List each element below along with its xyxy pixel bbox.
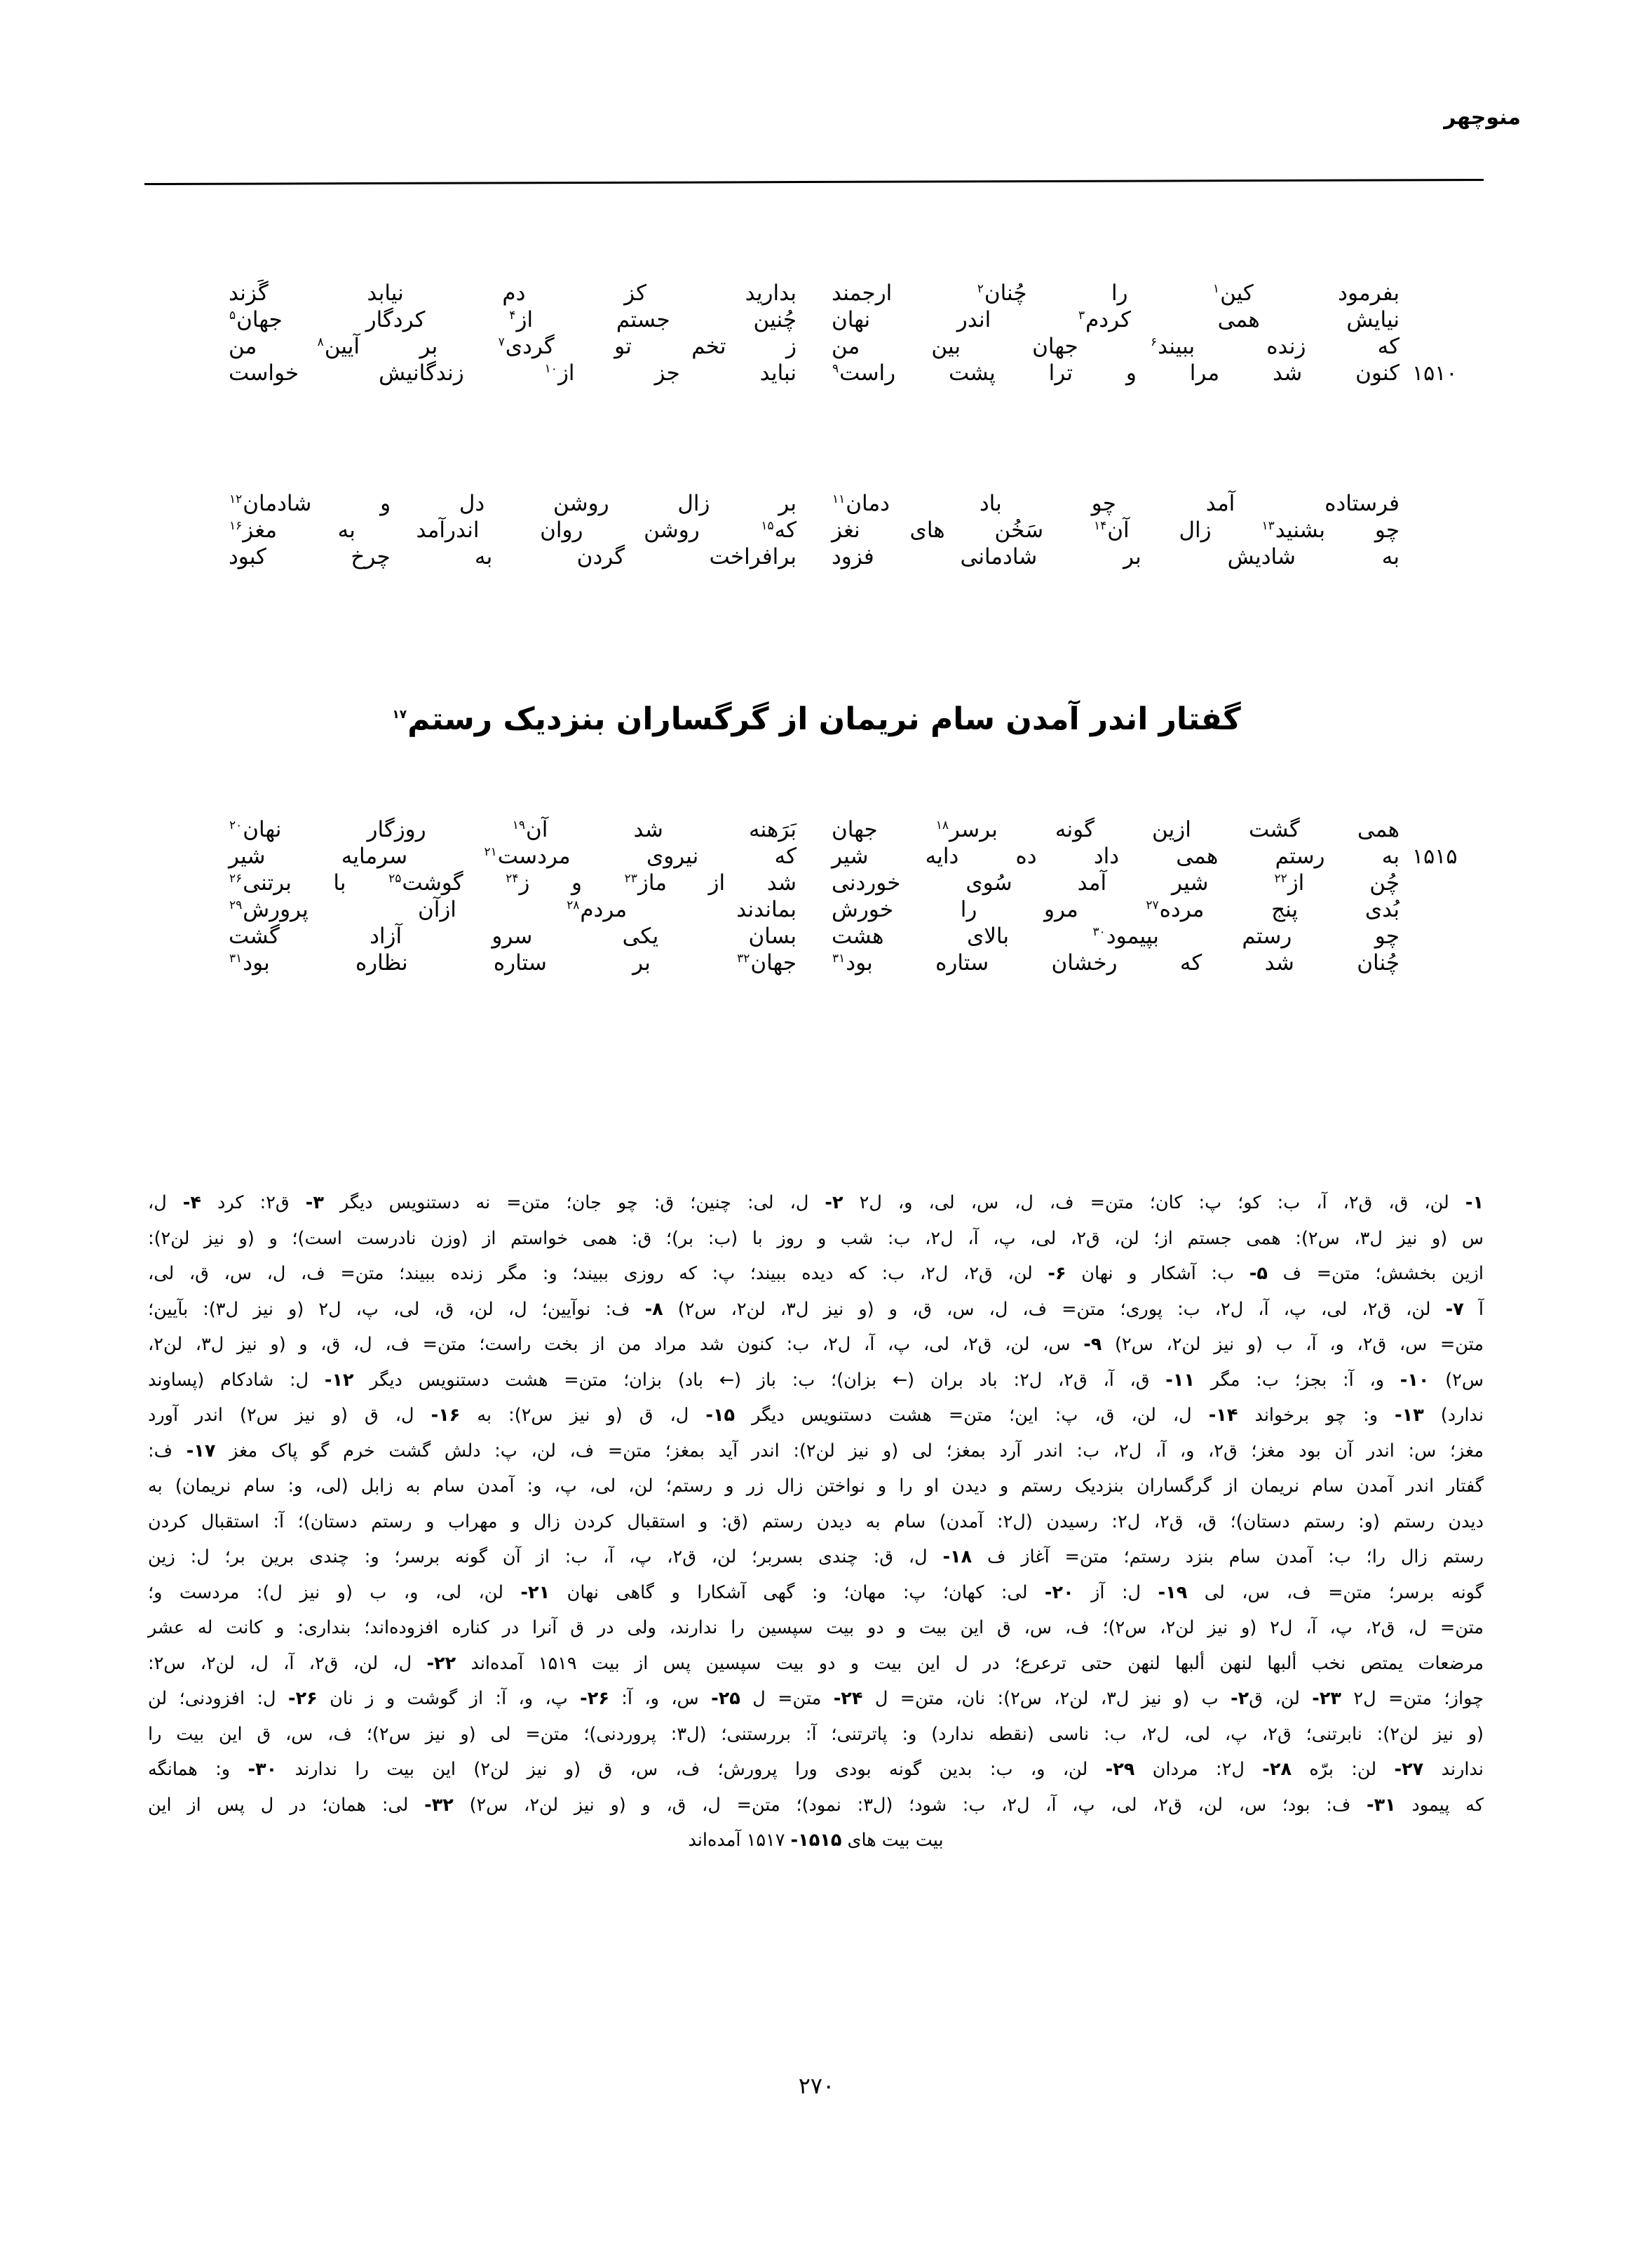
footnote-marker: ۱۸: [935, 818, 949, 832]
page-number: ۲۷۰: [798, 2072, 835, 2099]
apparatus-line: رستم زال را؛ ب: آمدن سام بنزد رستم؛ متن= آغاز ف ۱۸- ل، ق: چندی بسربر؛ لن، ق۲، پ، آ، ب: از آن گونه برسر؛ و: چندی برین بر؛ ل: زین: [148, 1546, 1484, 1567]
hemistich-left: بماندند مردم$^{۲۸}$ ازآن پرورش$^{۲۹}$: [229, 897, 797, 922]
verse-couplet: [165, 334, 1484, 359]
hemistich-right: به رستم همی داد ده دایه شیر: [832, 844, 1400, 869]
running-head: منوچهر: [1444, 105, 1521, 130]
hemistich-right: همی گشت ازین گونه برسر$^{۱۸}$ جهان: [832, 817, 1400, 842]
hemistich-left: چُنین جستم از$^۴$ کردگار جهان$^۵$: [229, 307, 797, 332]
section-heading: [140, 701, 1493, 737]
apparatus-line: س۲) ۱۰- و، آ: بجز؛ ب: مگر ۱۱- ق، آ، ق۲، ل۲: باد بران (← بزان)؛ ب: باز (← باد) بزان؛ متن= هشت دستنویس دیگر ۱۲- ل: شادکام (پساوند: [148, 1369, 1484, 1391]
footnote-marker: ۱: [1212, 281, 1220, 296]
footnote-marker: ۳۱: [832, 951, 846, 966]
hemistich-right: بفرمود کین$^۱$ را چُنان$^۲$ ارجمند: [832, 281, 1400, 306]
hemistich-right: کنون شد مرا و ترا پشت راست$^۹$: [832, 360, 1400, 386]
verse-number: ۱۵۱۰: [1412, 361, 1458, 386]
verse-couplet: [165, 491, 1484, 516]
footnote-marker: ۳: [1078, 308, 1085, 323]
verse-couplet: [165, 281, 1484, 306]
footnote-marker: ۳۲: [737, 951, 750, 966]
footnote-marker: ۲۴: [506, 871, 519, 886]
verse-couplet: [165, 544, 1484, 569]
footnote-marker: ۹: [832, 361, 839, 376]
apparatus-line: آ ۷- لن، ق۲، لی، پ، آ، ل۲، ب: پوری؛ متن= ف، ل، س، ق، و (و نیز ل۳، لن۲، س۲) ۸- ف: نوآیین؛ ل، لن، ق، لی، پ، ل۲ (و نیز ل۳): بآیین؛: [148, 1298, 1484, 1320]
footnote-marker: ۱۶: [229, 518, 243, 533]
apparatus-line: مغز؛ س: اندر آن بود مغز؛ ق۲، و، آ، ل۲، ب: اندر آرد بمغز؛ لی (و نیز لن۲): اندر آید بمغز؛ متن= ف، لن، پ: دلش گشت خرم گو پاک مغز ۱۷- ف:: [148, 1440, 1484, 1462]
footnote-marker: ۲۰: [229, 818, 243, 832]
hemistich-right: که زنده ببیند$^۶$ جهان بین من: [832, 334, 1400, 359]
critical-apparatus: [148, 1185, 1484, 1858]
footnote-marker: ۴: [509, 308, 516, 323]
hemistich-right: به شادیش بر شادمانی فزود: [832, 544, 1400, 569]
footnote-marker: ۱۴: [1093, 518, 1107, 533]
verse-couplet: [165, 897, 1484, 922]
verse-couplet: [165, 518, 1484, 543]
apparatus-line: دیدن رستم (و: رستم دستان)؛ ق، ق۲، ل۲: رسیدن (ل۲: آمدن) سام به دیدن رستم (ق: و استقبال کردن زال و مهراب و رستم دستان)؛ آ: استقبال کردن: [148, 1511, 1484, 1532]
footnote-marker: ۵: [229, 308, 236, 323]
footnote-marker: ۱۱: [832, 492, 846, 506]
hemistich-left: بر زال روشن دل و شادمان$^{۱۲}$: [229, 491, 797, 516]
verse-block-2: [165, 491, 1484, 571]
apparatus-line: مرضعات یمتص نخب ألبها لنهن ألبها لنهن حتی ترعرع؛ در ل این بیت و دو بیت سپسین پس از بیت ۱۵۱۹ آمده‌اند ۲۲- ل، لن، ق۲، آ، ل، لن۲، س۲:: [148, 1652, 1484, 1674]
hemistich-left: بَرَهنه شد آن$^{۱۹}$ روزگار نهان$^{۲۰}$: [229, 817, 797, 842]
hemistich-right: چُنان شد که رخشان ستاره بود$^{۳۱}$: [832, 950, 1400, 976]
footnote-marker: ۲۱: [484, 844, 497, 859]
hemistich-left: بدارید کز دم نیابد گَزند: [229, 281, 797, 306]
hemistich-right: نیایش همی کردم$^۳$ اندر نهان: [832, 307, 1400, 332]
hemistich-left: که نیروی مردست$^{۲۱}$ سرمایه شیر: [229, 844, 797, 869]
hemistich-left: شد از ماز$^{۲۳}$ و ز$^{۲۴}$ گوشت$^{۲۵}$ با برتنی$^{۲۶}$: [229, 870, 797, 896]
footnote-marker: ۱۹: [512, 818, 526, 832]
footnote-marker: ۲: [977, 281, 984, 296]
verse-couplet: [165, 360, 1484, 386]
hemistich-left: که$^{۱۵}$ روشن روان اندرآمد به مغز$^{۱۶}$: [229, 518, 797, 543]
apparatus-line: که پیمود ۳۱- ف: بود؛ س، لن، ق۲، لی، پ، آ، ل۲، ب: شود؛ (ل۳: نمود)؛ متن= ل، ق، و (و نیز لن۲، س۲) ۳۲- لی: همان؛ در ل پس از این: [148, 1794, 1484, 1816]
footnote-marker: ۳۰: [1092, 924, 1106, 939]
hemistich-right: بُدی پنج مرده$^{۲۷}$ مرو را خورش: [832, 897, 1400, 922]
hemistich-left: ز تخم تو گردی$^۷$ بر آیین$^۸$ من: [229, 334, 797, 359]
verse-couplet: [165, 817, 1484, 842]
footnote-marker: ۶: [1151, 335, 1158, 349]
apparatus-line: متن= ل، ق۲، پ، آ، ل۲ (و نیز لن۲، س۲)؛ ف، س، ق این بیت و دو بیت سپسین را ندارند، ولی در ق آنرا در کناره افزوده‌اند؛ بنداری: و کانت له عشر: [148, 1617, 1484, 1638]
verse-number: ۱۵۱۵: [1412, 844, 1458, 869]
verse-couplet: [165, 950, 1484, 976]
hemistich-right: فرستاده آمد چو باد دمان$^{۱۱}$: [832, 491, 1400, 516]
hemistich-right: چو بشنید$^{۱۳}$ زال آن$^{۱۴}$ سَخُن های نغز: [832, 518, 1400, 543]
footnote-marker: ۲۹: [229, 898, 243, 912]
footnote-marker: ۲۳: [624, 871, 637, 886]
apparatus-line: گفتار اندر آمدن سام نریمان از گرگساران بنزدیک رستم و دیدن او را و نواختن زال زر و رستم؛ لن، لی، پ، و: آمدن سام به زابل (لی، و: سام نریمان) به: [148, 1476, 1484, 1497]
apparatus-line: ندارند ۲۷- لن: برّه ۲۸- ل۲: مردان ۲۹- لن، و، ب: بدین گونه بودی ورا پرورش؛ ف، س، ق (و نیز لن۲) این بیت را ندارند ۳۰- و: همانگه: [148, 1759, 1484, 1780]
header-rule: [144, 179, 1484, 185]
apparatus-line: بیت بیت های ۱۵۱۵- ۱۵۱۷ آمده‌اند: [688, 1830, 944, 1851]
footnote-marker: ۱۰: [544, 361, 557, 376]
apparatus-line: س (و نیز ل۳، س۲): همی جستم از؛ لن، ق۲، لی، پ، آ، ل۲، ب: شب و روز با (ب: بر)؛ ق: همی خواستم از (وزن نادرست است)؛ و (و نیز لن۲):: [148, 1227, 1484, 1249]
section-heading-footnote-marker: ۱۷: [392, 708, 407, 722]
footnote-marker: ۲۲: [1274, 871, 1287, 886]
hemistich-left: بسان یکی سرو آزاد گشت: [229, 924, 797, 949]
apparatus-line: ندارد) ۱۳- و: چو برخواند ۱۴- ل، لن، ق، پ: این؛ متن= هشت دستنویس دیگر ۱۵- ل، ق (و نیز س۲): به ۱۶- ل، ق (و نیز س۲) اندر آورد: [148, 1405, 1484, 1426]
section-heading-text: گفتار اندر آمدن سام نریمان از گرگساران بنزدیک رستم: [407, 701, 1241, 737]
verse-couplet: [165, 307, 1484, 332]
footnote-marker: ۱۵: [761, 518, 774, 533]
footnote-marker: ۱۲: [229, 492, 243, 506]
hemistich-left: نباید جز از$^{۱۰}$ زندگانیش خواست: [229, 360, 797, 386]
verse-couplet: [165, 870, 1484, 896]
apparatus-line: چواز؛ متن= ل۲ ۲۳- لن، ق۲- ب (و نیز ل۳، لن۲، س۲): نان، متن= ل ۲۴- متن= ل ۲۵- س، و، آ: ۲۶- پ، و، آ: از گوشت و ز نان ۲۶- ل: افزودنی؛ لن: [148, 1688, 1484, 1709]
footnote-marker: ۲۵: [388, 871, 402, 886]
verse-couplet: [165, 844, 1484, 869]
footnote-marker: ۲۷: [1146, 898, 1159, 912]
hemistich-right: چو رستم بپیمود$^{۳۰}$ بالای هشت: [832, 924, 1400, 949]
apparatus-line: متن= س، ق۲، و، آ، ب (و نیز لن۲، س۲) ۹- س، لن، ق۲، لی، پ، آ، ل۲، ب: کنون شد مراد من از بخت راست؛ متن= ف، ل، ق، و (و نیز ل۳، لن۲،: [148, 1334, 1484, 1355]
footnote-marker: ۳۱: [229, 951, 243, 966]
apparatus-line: ۱- لن، ق، ق۲، آ، ب: کو؛ پ: کان؛ متن= ف، ل، س، لی، و، ل۲ ۲- ل، لی: چنین؛ ق: چو جان؛ متن= نه دستنویس دیگر ۳- ق۲: کرد ۴- ل،: [148, 1192, 1484, 1213]
footnote-marker: ۷: [498, 335, 505, 349]
verse-block-1: [165, 281, 1484, 387]
footnote-marker: ۲۶: [229, 871, 243, 886]
apparatus-line: ازین بخشش؛ متن= ف ۵- ب: آشکار و نهان ۶- لن، ق۲، ل۲، ب: که دیده ببیند؛ پ: که روزی ببیند؛ و: مگر زنده ببیند؛ متن= ف، ل، س، ق، لی،: [148, 1263, 1484, 1284]
footnote-marker: ۱۳: [1261, 518, 1275, 533]
verse-couplet: [165, 924, 1484, 949]
hemistich-left: جهان$^{۳۲}$ بر ستاره نظاره بود$^{۳۱}$: [229, 950, 797, 976]
hemistich-right: چُن از$^{۲۲}$ شیر آمد سُوی خوردنی: [832, 870, 1400, 896]
footnote-marker: ۸: [317, 335, 324, 349]
verse-block-3: [165, 817, 1484, 977]
apparatus-line: (و نیز لن۲): نابرتنی؛ ق۲، پ، لی، ل۲، ب: ناسی (نقطه ندارد) و: پاترتنی؛ آ: بررستنی؛ (ل۳: پروردنی)؛ متن= لی (و نیز س۲)؛ ف، س، ق این بیت را: [148, 1723, 1484, 1745]
footnote-marker: ۲۸: [567, 898, 580, 912]
apparatus-line: گونه برسر؛ متن= ف، س، لی ۱۹- ل: آز ۲۰- لی: کهان؛ پ: مهان؛ و: گهی آشکارا و گاهی نهان ۲۱- لن، لی، و، ب (و نیز ل): مردست و؛: [148, 1581, 1484, 1603]
hemistich-left: برافراخت گردن به چرخ کبود: [229, 544, 797, 569]
